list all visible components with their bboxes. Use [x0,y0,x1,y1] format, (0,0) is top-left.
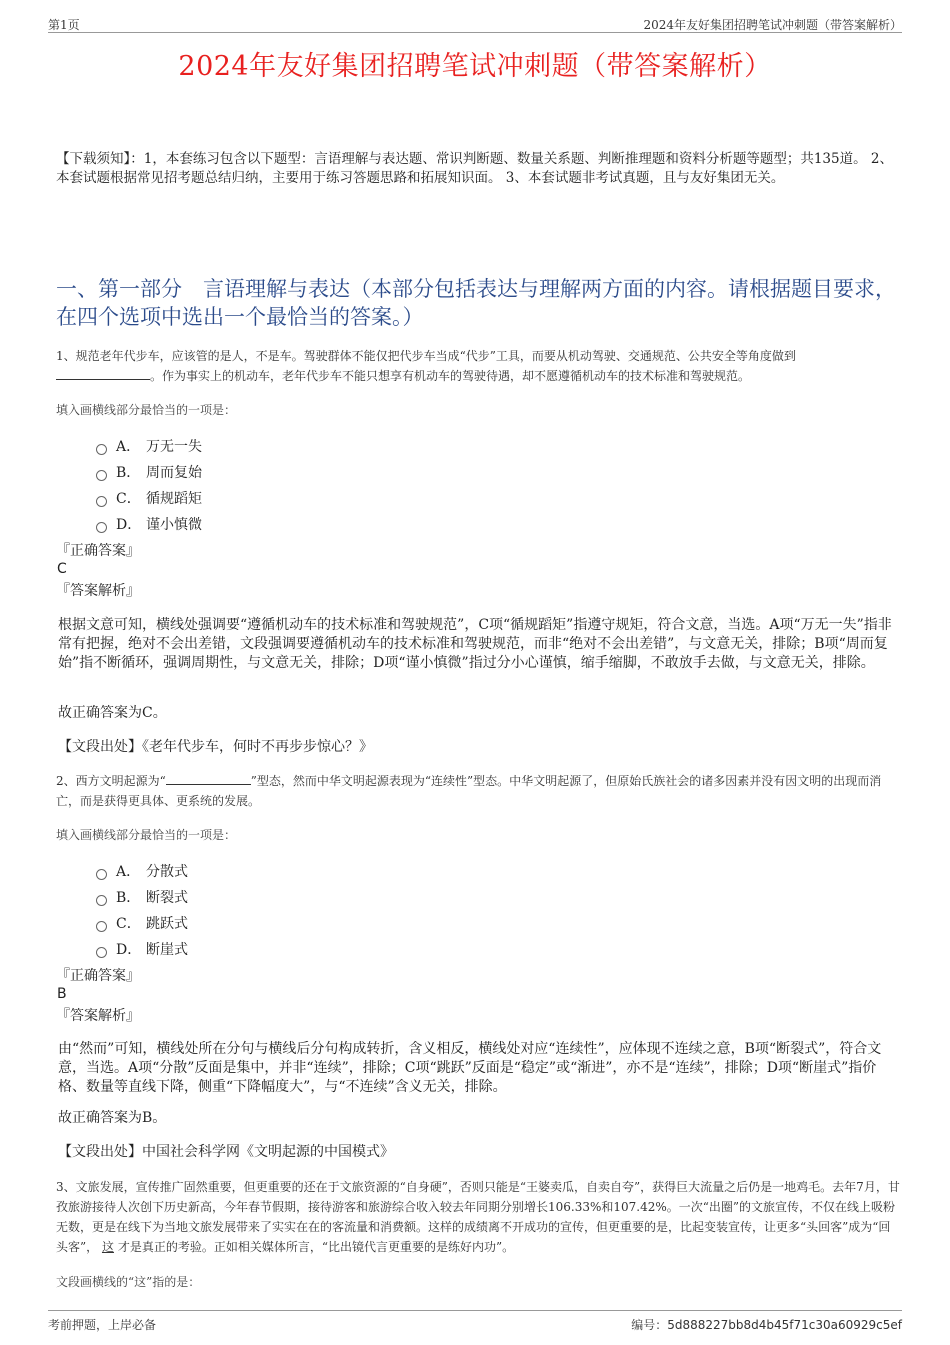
correct-answer-label: 『正确答案』 [56,543,140,559]
question-3-stem [56,1177,902,1257]
passage-source: 【文段出处】《老年代步车，何时不再步步惊心？》 [58,739,373,755]
question-2-options [96,858,188,962]
radio-icon[interactable] [96,895,107,906]
radio-icon[interactable] [96,470,107,481]
option-letter: C． [116,491,141,507]
option-letter: A． [116,864,141,880]
radio-icon[interactable] [96,522,107,533]
option-letter: D． [116,517,142,533]
question-1-prompt: 填入画横线部分最恰当的一项是： [56,403,237,417]
page-footer [48,1310,902,1335]
question-2-stem-part-b: ”型态，然而中华文明起源表现为“连续性”型态。中华文明起源了，但原始氏族社会的诸多因素并没有因文明的出现而消亡，而是获得更具体、更系统的发展。 [56,774,882,808]
option-b[interactable] [96,459,202,485]
option-c[interactable] [96,910,188,936]
option-b[interactable] [96,884,188,910]
question-1-options [96,433,202,537]
underlined-word: 这 [101,1240,114,1254]
document-title: 2024年友好集团招聘笔试冲刺题（带答案解析） [178,51,772,82]
passage-source: 【文段出处】中国社会科学网《文明起源的中国模式》 [58,1144,394,1160]
option-letter: A． [116,439,141,455]
option-letter: B． [116,465,141,481]
question-2-prompt: 填入画横线部分最恰当的一项是： [56,828,237,842]
page-number: 第1页 [48,18,80,32]
answer-analysis: 根据文意可知，横线处强调要“遵循机动车的技术标准和驾驶规范”，C项“循规蹈矩”指遵守规矩，符合文意，当选。A项“万无一失”指非常有把握，绝对不会出差错，文段强调要遵循机动车的技术标准和驾驶规范，而非“绝对不会出差错”，与文意无关，排除；B项“周而复始”指不断循环，强调周期性，与文意无关，排除；D项“谨小慎微”指过分小心谨慎，缩手缩脚，不敢放手去做，与文意无关，排除。 [58,617,892,671]
analysis-label: 『答案解析』 [56,1008,140,1024]
code-label: 编号： [631,1318,668,1332]
page-header [48,14,902,33]
answer-blank [56,367,150,380]
option-text: 分散式 [146,864,188,880]
option-letter: D． [116,942,142,958]
option-text: 周而复始 [146,465,202,481]
option-d[interactable] [96,511,202,537]
correct-answer-label: 『正确答案』 [56,968,140,984]
answer-conclusion: 故正确答案为B。 [58,1110,167,1126]
answer-blank [166,772,251,785]
radio-icon[interactable] [96,947,107,958]
answer-analysis: 由“然而”可知，横线处所在分句与横线后分句构成转折，含义相反，横线处对应“连续性”，应体现不连续之意，B项“断裂式”，符合文意，当选。A项“分散”反面是集中，并非“连续”，排除；C项“跳跃”反面是“稳定”或“渐进”，亦不是“连续”，排除；D项“断崖式”指价格、数量等直线下降，侧重“下降幅度大”，与“不连续”含义无关，排除。 [58,1041,882,1095]
radio-icon[interactable] [96,869,107,880]
correct-answer: C [57,561,67,577]
question-1-stem-part-b: 。作为事实上的机动车，老年代步车不能只想享有机动车的驾驶待遇，却不愿遵循机动车的技术标准和驾驶规范。 [150,369,751,383]
correct-answer: B [57,986,67,1002]
code-value: 5d888227bb8d4b45f71c30a60929c5ef [667,1318,902,1332]
footer-slogan: 考前押题，上岸必备 [48,1318,157,1332]
radio-icon[interactable] [96,496,107,507]
radio-icon[interactable] [96,921,107,932]
document-code [631,1316,902,1333]
analysis-label: 『答案解析』 [56,583,140,599]
option-a[interactable] [96,858,188,884]
radio-icon[interactable] [96,444,107,455]
question-2-stem-part-a: 2、西方文明起源为“ [56,774,166,788]
question-2-stem [56,771,902,811]
option-d[interactable] [96,936,188,962]
question-3-stem-part-a: 3、文旅发展，宣传推广固然重要，但更重要的还在于文旅资源的“自身硬”，否则只能是“王婆卖瓜，自卖自夸”，获得巨大流量之后仍是一地鸡毛。去年7月，甘孜旅游接待人次创下历史新高，今年春节假期，接待游客和旅游综合收入较去年同期分别增长106.33%和107.42%。一次“出圈”的文旅宣传，不仅在线上吸粉无数，更是在线下为当地文旅发展带来了实实在在的客流量和消费额。这样的成绩离不开成功的宣传，但更重要的是，比起变装宣传，让更多“头回客”成为“回头客”， [56,1180,900,1254]
option-letter: C． [116,916,141,932]
header-doc-title: 2024年友好集团招聘笔试冲刺题（带答案解析） [643,18,902,32]
download-notice: 【下载须知】：1，本套练习包含以下题型：言语理解与表达题、常识判断题、数量关系题、判断推理题和资料分析题等题型；共135道。 2、本套试题根据常见招考题总结归纳，主要用于练习答题思路和拓展知识面。 3、本套试题非考试真题，且与友好集团无关。 [56,151,893,186]
option-text: 跳跃式 [146,916,188,932]
option-c[interactable] [96,485,202,511]
option-text: 断崖式 [146,942,188,958]
section-heading: 一、第一部分 言语理解与表达（本部分包括表达与理解两方面的内容。请根据题目要求，在四个选项中选出一个最恰当的答案。） [56,277,896,329]
option-a[interactable] [96,433,202,459]
option-text: 断裂式 [146,890,188,906]
option-text: 谨小慎微 [146,517,202,533]
question-3-prompt: 文段画横线的“这”指的是： [56,1275,201,1289]
option-letter: B． [116,890,141,906]
question-3-stem-part-b: 才是真正的考验。正如相关媒体所言，“比出镜代言更重要的是练好内功”。 [117,1240,515,1254]
option-text: 万无一失 [146,439,202,455]
option-text: 循规蹈矩 [146,491,202,507]
answer-conclusion: 故正确答案为C。 [58,705,167,721]
question-1-stem [56,346,902,386]
question-1-stem-part-a: 1、规范老年代步车，应该管的是人，不是车。驾驶群体不能仅把代步车当成“代步”工具，而要从机动驾驶、交通规范、公共安全等角度做到 [56,349,796,363]
